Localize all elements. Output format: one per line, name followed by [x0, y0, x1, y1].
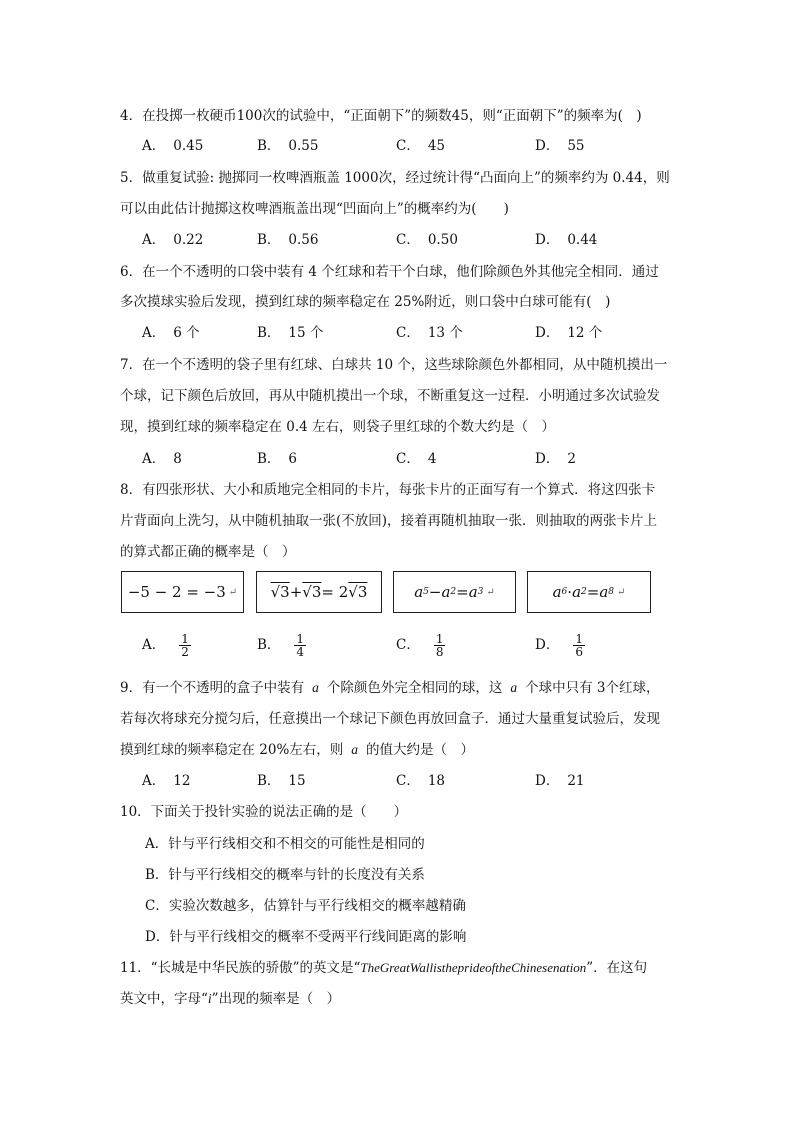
- option-a[interactable]: A． 8: [142, 451, 182, 467]
- question-6-options: [142, 321, 742, 341]
- card-3: a 5 − a 2 = a 3 ↵: [393, 571, 516, 613]
- question-7-options: [142, 447, 742, 467]
- option-b[interactable]: B． 15 个: [257, 325, 324, 341]
- question-5-stem-line1: 5．做重复试验: 抛掷同一枚啤酒瓶盖 1000次，经过统计得“凸面向上”的频率约为 0.44，则: [120, 170, 670, 186]
- option-b[interactable]: B．针与平行线相交的概率与针的长度没有关系: [145, 867, 425, 883]
- question-4-options: [142, 134, 742, 154]
- fraction: $\frac{1}{2}$: [181, 632, 189, 659]
- sqrt-term: √3: [302, 583, 322, 601]
- option-a[interactable]: A．针与平行线相交和不相交的可能性是相同的: [145, 836, 425, 852]
- variable-a: a: [351, 742, 359, 757]
- option-d[interactable]: D． 2: [535, 451, 576, 467]
- option-d[interactable]: D． 12 个: [535, 325, 603, 341]
- question-9-stem-line2: 若每次将球充分搅匀后，任意摸出一个球记下颜色再放回盒子．通过大量重复试验后，发现: [120, 711, 660, 727]
- question-8-options: [142, 633, 742, 663]
- option-b[interactable]: B． $\frac{1}{4}$: [257, 632, 305, 659]
- card-2: √3 + √3 = 2 √3: [256, 571, 382, 613]
- option-c[interactable]: C． 4: [396, 451, 437, 467]
- option-d[interactable]: D． $\frac{1}{6}$: [535, 632, 583, 659]
- fraction: $\frac{1}{6}$: [575, 632, 583, 659]
- variable-a: a: [312, 680, 319, 695]
- question-5-options: [142, 228, 742, 248]
- question-5-stem-line2: 可以由此估计抛掷这枚啤酒瓶盖出现“凹面向上”的概率约为( ): [120, 201, 509, 217]
- question-11-stem-line2: 英文中，字母“i”出现的频率是（ ）: [120, 991, 341, 1007]
- question-4-stem: 4．在投掷一枚硬币100次的试验中，“正面朝下”的频数45，则“正面朝下”的频率为( ): [120, 108, 642, 124]
- fraction: $\frac{1}{4}$: [296, 632, 305, 659]
- option-b[interactable]: B． 15: [257, 773, 306, 789]
- letter-i: i: [207, 991, 212, 1006]
- option-b[interactable]: B． 6: [257, 451, 298, 467]
- question-7-stem-line1: 7．在一个不透明的袋子里有红球、白球共 10 个，这些球除颜色外都相同，从中随机摸出一: [120, 357, 668, 373]
- option-d[interactable]: D． 55: [535, 138, 585, 154]
- option-d[interactable]: D． 21: [535, 773, 585, 789]
- option-b[interactable]: B． 0.55: [257, 138, 319, 154]
- card-1-expression: −5 − 2 = −3: [127, 583, 226, 601]
- english-sentence: TheGreatWallistheprideoftheChinesenation: [360, 960, 587, 975]
- question-7-stem-line3: 现，摸到红球的频率稳定在 0.4 左右，则袋子里红球的个数大约是（ ）: [120, 419, 556, 435]
- option-c[interactable]: C． $\frac{1}{8}$: [396, 632, 444, 659]
- question-8-stem-line3: 的算式都正确的概率是（ ）: [120, 544, 296, 560]
- card-1: −5 − 2 = −3 ↵: [121, 571, 244, 613]
- sqrt-term: √3: [348, 583, 368, 601]
- option-a[interactable]: A． 0.45: [142, 138, 204, 154]
- option-b[interactable]: B． 0.56: [257, 232, 319, 248]
- question-8-stem-line2: 片背面向上洗匀，从中随机抽取一张(不放回)，接着再随机抽取一张．则抽取的两张卡片上: [120, 513, 658, 529]
- question-9-options: [142, 769, 742, 789]
- option-a[interactable]: A． 0.22: [142, 232, 204, 248]
- question-9-stem-line3: 摸到红球的频率稳定在 20%左右，则 a 的值大约是（ ）: [120, 742, 475, 758]
- option-c[interactable]: C． 45: [396, 138, 446, 154]
- option-d[interactable]: D． 0.44: [535, 232, 598, 248]
- option-a[interactable]: A． $\frac{1}{2}$: [142, 632, 189, 659]
- option-a[interactable]: A． 12: [142, 773, 191, 789]
- option-c[interactable]: C．实验次数越多，估算针与平行线相交的概率越精确: [145, 898, 466, 914]
- question-9-stem-line1: 9．有一个不透明的盒子中装有 a 个除颜色外完全相同的球，这 a 个球中只有 3个红球，: [120, 680, 660, 696]
- option-c[interactable]: C． 13 个: [396, 325, 463, 341]
- question-11-stem-line1: 11．“长城是中华民族的骄傲”的英文是“TheGreatWallistheprideoftheChinesenation”．在这句: [120, 960, 648, 976]
- fraction: $\frac{1}{8}$: [435, 632, 444, 659]
- question-8-stem-line1: 8．有四张形状、大小和质地完全相同的卡片，每张卡片的正面写有一个算式．将这四张卡: [120, 482, 656, 498]
- option-a[interactable]: A． 6 个: [142, 325, 200, 341]
- question-6-stem-line1: 6．在一个不透明的口袋中装有 4 个红球和若干个白球，他们除颜色外其他完全相同．通过: [120, 264, 659, 280]
- question-10-stem: 10．下面关于投针实验的说法正确的是（ ）: [120, 804, 408, 820]
- card-4: a 6 · a 2 = a 8 ↵: [527, 571, 651, 613]
- option-c[interactable]: C． 0.50: [396, 232, 458, 248]
- question-6-stem-line2: 多次摸球实验后发现，摸到红球的频率稳定在 25%附近，则口袋中白球可能有( ): [120, 294, 611, 310]
- option-d[interactable]: D．针与平行线相交的概率不受两平行线间距离的影响: [145, 929, 467, 945]
- question-7-stem-line2: 个球，记下颜色后放回，再从中随机摸出一个球，不断重复这一过程．小明通过多次试验发: [120, 388, 660, 404]
- option-c[interactable]: C． 18: [396, 773, 446, 789]
- variable-a: a: [510, 680, 518, 695]
- sqrt-term: √3: [270, 583, 290, 601]
